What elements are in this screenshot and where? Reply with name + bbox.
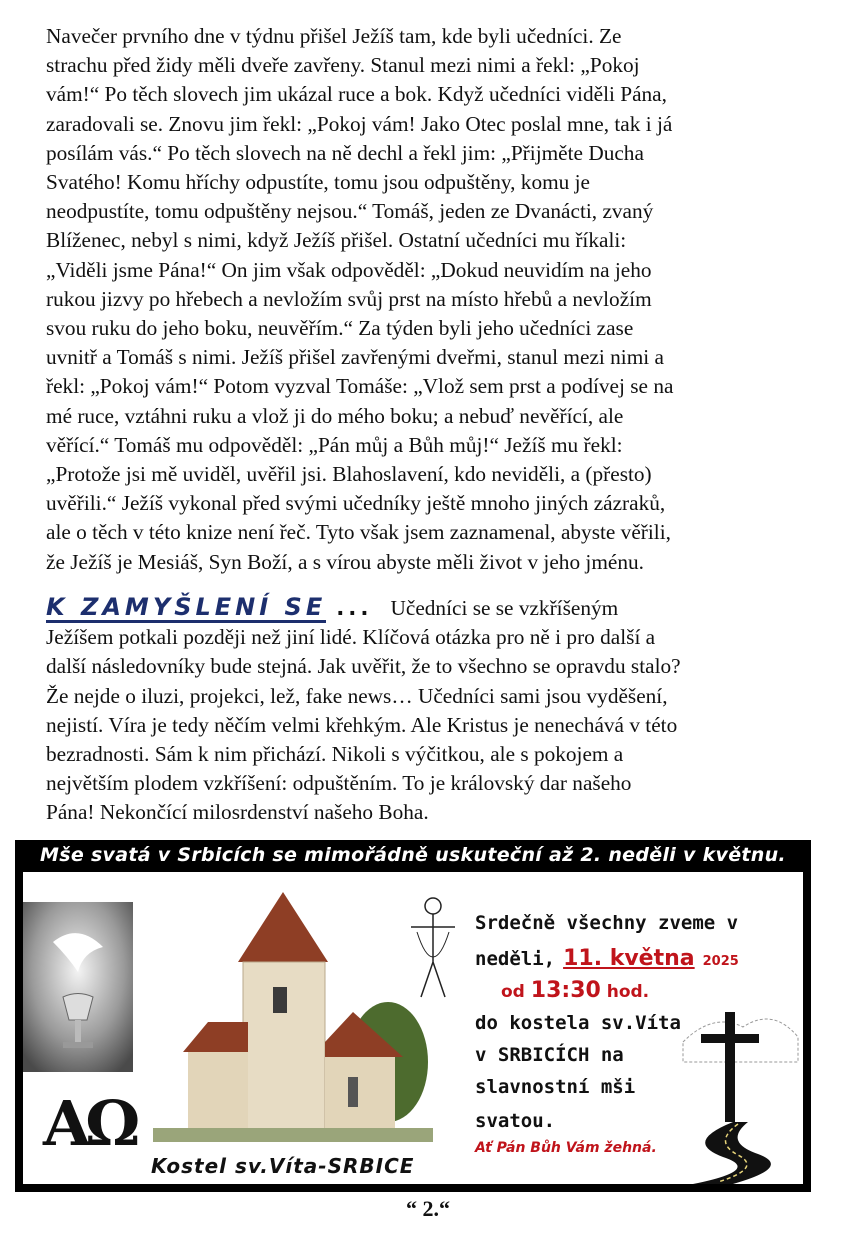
invite-date-line: [475, 946, 739, 971]
announcement-panel: [23, 872, 803, 1184]
time-prefix: od: [501, 982, 531, 1002]
invite-year: 2025: [702, 954, 739, 969]
church-name: Kostel sv.Víta-SRBICE: [151, 1154, 415, 1178]
invite-time: 13:30: [530, 978, 601, 1003]
text-line: Ježíšem potkali později než jiní lidé. Klíčová otázka pro ně i pro další a: [46, 625, 656, 650]
blessing-text: Ať Pán Bůh Vám žehná.: [475, 1140, 657, 1156]
text-line: uvnitř a Tomáš s nimi. Ježíš přišel zavřenými dveřmi, stanul mezi nimi a: [46, 345, 664, 370]
text-line: Svatého! Komu hříchy odpustíte, tomu jsou odpuštěny, komu je: [46, 170, 591, 195]
reflection-section: [46, 594, 806, 828]
text-line: Blíženec, nebyl s nimi, když Ježíš přišel. Ostatní učedníci mu říkali:: [46, 228, 627, 253]
text-line: posílám vás.“ Po těch slovech na ně dechl a řekl jim: „Přijměte Ducha: [46, 140, 644, 165]
text-line: další následovníky bude stejná. Jak uvěřit, že to všechno se opravdu stalo?: [46, 654, 681, 679]
time-suffix: hod.: [600, 982, 650, 1002]
text-line: ale o těch v této knize není řeč. Tyto však jsem zaznamenal, abyste věřili,: [46, 520, 671, 545]
banner-title: Mše svatá v Srbicích se mimořádně uskuteční až 2. neděli v květnu.: [40, 844, 786, 866]
text-line: věřící.“ Tomáš mu odpověděl: „Pán můj a Bůh můj!“ Ježíš mu řekl:: [46, 432, 623, 457]
text-line: vám!“ Po těch slovech jim ukázal ruce a bok. Když učedníci viděli Pána,: [46, 82, 667, 107]
text-line: rukou jizvy po hřebech a nevložím svůj prst na místo hřebů a nevložím: [46, 286, 652, 311]
church-photo: [153, 892, 433, 1142]
reflection-heading-line: [46, 594, 806, 623]
text-line: „Viděli jsme Pána!“ On jim však odpověděl: „Dokud neuvidím na jeho: [46, 257, 652, 282]
dove-chalice-image: [23, 902, 133, 1072]
text-line: Pána! Nekončící milosrdenství našeho Boha.: [46, 800, 429, 825]
text-line: bezradnosti. Sám k nim přichází. Nikoli s výčitkou, ale s pokojem a: [46, 742, 624, 767]
invite-line: v SRBICÍCH na: [475, 1044, 624, 1066]
text-line: největším plodem vzkříšení: odpuštěním. To je královský dar našeho: [46, 771, 632, 796]
text-line: řekl: „Pokoj vám!“ Potom vyzval Tomáše: „Vlož sem prst a podívej se na: [46, 374, 674, 399]
invite-day: neděli,: [475, 948, 556, 970]
page-number: “ 2.“: [406, 1196, 450, 1221]
reflection-dots: ...: [336, 596, 373, 621]
text-line: Navečer prvního dne v týdnu přišel Ježíš tam, kde byli učedníci. Ze: [46, 24, 622, 48]
text-line: že Ježíš je Mesiáš, Syn Boží, a s vírou abyste měli život v jeho jménu.: [46, 549, 644, 574]
risen-christ-sketch: [403, 892, 463, 1002]
invite-line: slavnostní mši: [475, 1076, 636, 1098]
text-line: neodpustíte, tomu odpuštěny nejsou.“ Tomáš, jeden ze Dvanácti, zvaný: [46, 199, 654, 224]
gospel-text: [46, 22, 806, 577]
invite-line: svatou.: [475, 1110, 556, 1132]
text-line: mé ruce, vztáhni ruku a vlož ji do mého boku; a nebuď nevěřící, ale: [46, 403, 624, 428]
text-line: Učedníci se se vzkříšeným: [390, 596, 619, 620]
text-line: nejistí. Víra je tedy něčím velmi křehkým. Ale Kristus je nenechává v této: [46, 712, 678, 737]
text-line: svou ruku do jeho boku, neuvěřím.“ Za týden byli jeho učedníci zase: [46, 316, 634, 341]
text-line: „Protože jsi mě uviděl, uvěřil jsi. Blahoslavení, kdo neviděli, a (přesto): [46, 462, 652, 487]
cross-road-image: [663, 952, 803, 1184]
text-line: strachu před židy měli dveře zavřeny. Stanul mezi nimi a řekl: „Pokoj: [46, 53, 640, 78]
text-line: uvěřili.“ Ježíš vykonal před svými učedníky ještě mnoho jiných zázraků,: [46, 491, 666, 516]
invite-line: do kostela sv.Víta: [475, 1012, 681, 1034]
reflection-title: K ZAMYŠLENÍ SE: [46, 593, 327, 621]
invite-date: 11. května: [563, 946, 695, 971]
alpha-omega-logo: [43, 1087, 143, 1177]
text-line: zaradovali se. Znovu jim řekl: „Pokoj vám! Jako Otec poslal mne, tak i já: [46, 111, 673, 136]
alpha-omega-text: AΩ: [43, 1087, 135, 1160]
invite-line: Srdečně všechny zveme v: [475, 912, 739, 934]
mass-announcement-banner: [15, 840, 811, 1192]
text-line: Že nejde o iluzi, projekci, lež, fake news… Učedníci sami jsou vyděšení,: [46, 683, 668, 708]
invite-time-line: [501, 978, 649, 1003]
